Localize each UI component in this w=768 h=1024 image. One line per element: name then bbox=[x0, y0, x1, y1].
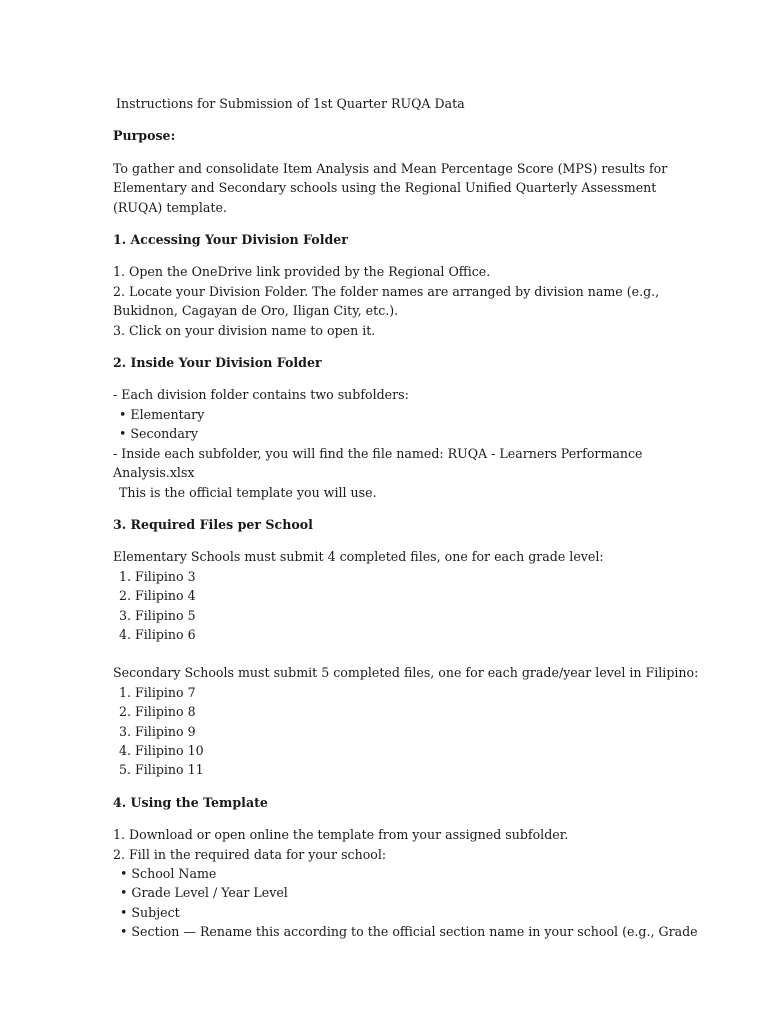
body-line: - Each division folder contains two subfolders: bbox=[113, 387, 409, 403]
section-1-heading: 1. Accessing Your Division Folder bbox=[113, 232, 348, 248]
section-3-heading: 3. Required Files per School bbox=[113, 516, 313, 532]
list-item: 2. Filipino 4 bbox=[119, 588, 196, 604]
list-item: 3. Filipino 5 bbox=[119, 607, 196, 623]
paragraph-line: Elementary and Secondary schools using the Regional Unified Quarterly Assessment bbox=[113, 180, 657, 196]
list-item: 3. Filipino 9 bbox=[119, 723, 196, 739]
section-2-body bbox=[113, 385, 673, 501]
section-3-secondary bbox=[113, 663, 699, 779]
spacer bbox=[113, 812, 673, 825]
list-item: 4. Filipino 6 bbox=[119, 626, 196, 642]
step-line: 1. Open the OneDrive link provided by the Regional Office. bbox=[113, 264, 491, 280]
spacer bbox=[113, 534, 673, 547]
paragraph-line: (RUQA) template. bbox=[113, 199, 227, 215]
spacer bbox=[113, 249, 673, 262]
document-page bbox=[113, 94, 699, 942]
section-4-body bbox=[113, 825, 698, 941]
step-line: Bukidnon, Cagayan de Oro, Iligan City, etc.). bbox=[113, 303, 399, 319]
bullet-item: • Secondary bbox=[119, 426, 198, 442]
spacer bbox=[113, 146, 673, 159]
body-line: - Inside each subfolder, you will find the file named: RUQA - Learners Performance bbox=[113, 445, 643, 461]
spacer bbox=[113, 372, 673, 385]
body-line: This is the official template you will use. bbox=[119, 484, 377, 500]
purpose-paragraph bbox=[113, 159, 673, 217]
section-2-heading: 2. Inside Your Division Folder bbox=[113, 355, 322, 371]
bullet-item: • Subject bbox=[120, 904, 180, 920]
bullet-item: • Section — Rename this according to the official section name in your school (e.g., Grade bbox=[120, 924, 698, 940]
spacer bbox=[113, 780, 673, 793]
step-line: 3. Click on your division name to open it. bbox=[113, 322, 376, 338]
section-1-body bbox=[113, 262, 673, 340]
section-3-elementary bbox=[113, 547, 673, 644]
spacer bbox=[113, 340, 673, 353]
list-item: 1. Filipino 7 bbox=[119, 684, 196, 700]
list-item: 5. Filipino 11 bbox=[119, 762, 204, 778]
spacer bbox=[113, 113, 673, 126]
list-item: 2. Filipino 8 bbox=[119, 704, 196, 720]
list-item: 1. Filipino 3 bbox=[119, 568, 196, 584]
spacer bbox=[113, 644, 673, 663]
section-4-heading: 4. Using the Template bbox=[113, 794, 268, 810]
spacer bbox=[113, 217, 673, 230]
step-line: 2. Locate your Division Folder. The folder names are arranged by division name (e.g., bbox=[113, 283, 660, 299]
step-line: 2. Fill in the required data for your school: bbox=[113, 846, 387, 862]
paragraph-line: To gather and consolidate Item Analysis and Mean Percentage Score (MPS) results for bbox=[113, 160, 668, 176]
step-line: 1. Download or open online the template from your assigned subfolder. bbox=[113, 827, 569, 843]
document-title: Instructions for Submission of 1st Quarter RUQA Data bbox=[116, 96, 465, 111]
list-item: 4. Filipino 10 bbox=[119, 742, 204, 758]
bullet-item: • Grade Level / Year Level bbox=[120, 885, 288, 901]
elementary-intro: Elementary Schools must submit 4 completed files, one for each grade level: bbox=[113, 549, 604, 565]
spacer bbox=[113, 502, 673, 515]
purpose-heading: Purpose: bbox=[113, 128, 176, 144]
body-line: Analysis.xlsx bbox=[113, 465, 195, 481]
bullet-item: • Elementary bbox=[119, 406, 205, 422]
secondary-intro: Secondary Schools must submit 5 completed files, one for each grade/year level in Filipino: bbox=[113, 665, 699, 681]
bullet-item: • School Name bbox=[120, 866, 217, 881]
